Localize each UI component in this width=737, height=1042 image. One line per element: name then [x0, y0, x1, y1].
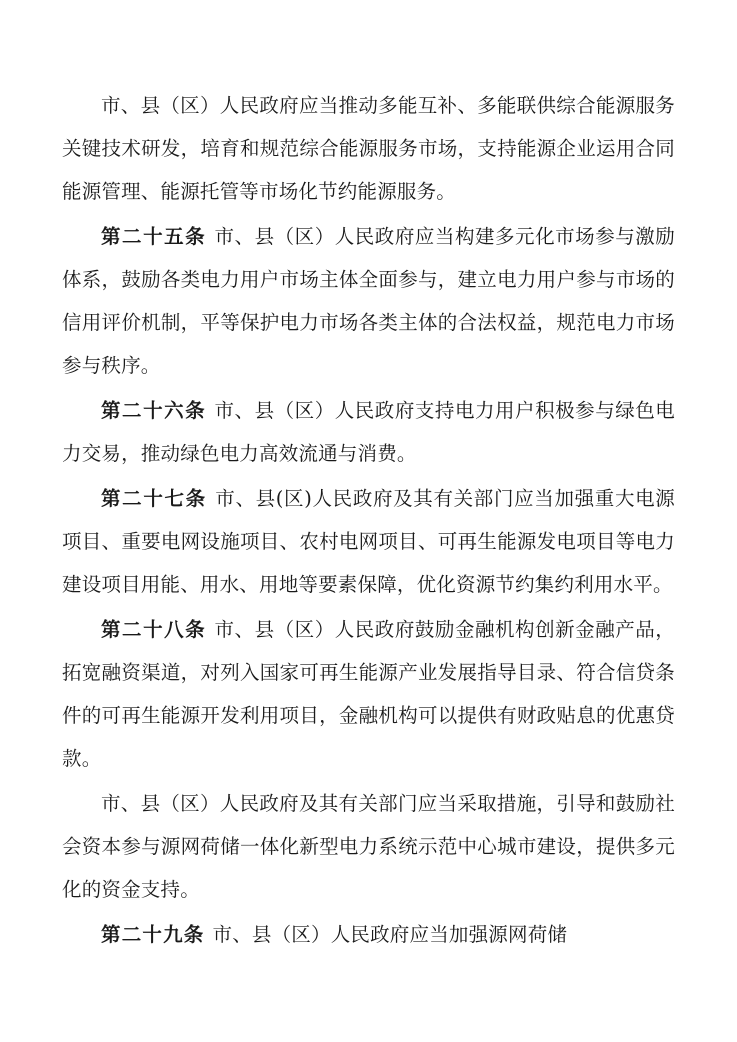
- article-label: 第二十八条: [101, 618, 215, 641]
- article-label: 第二十九条: [101, 923, 213, 946]
- paragraph-article-25: [62, 215, 675, 387]
- paragraph-text: 市、县（区）人民政府鼓励金融机构创新金融产品，拓宽融资渠道，对列入国家可再生能源产业发展指导目录、符合信贷条件的可再生能源开发利用项目，金融机构可以提供有财政贴息的优惠贷款。: [62, 618, 675, 770]
- paragraph-article-29: [62, 913, 675, 956]
- paragraph-text: 市、县（区）人民政府及其有关部门应当采取措施，引导和鼓励社会资本参与源网荷储一体化新型电力系统示范中心城市建设，提供多元化的资金支持。: [62, 792, 675, 901]
- paragraph-text: 市、县（区）人民政府应当推动多能互补、多能联供综合能源服务关键技术研发，培育和规范综合能源服务市场，支持能源企业运用合同能源管理、能源托管等市场化节约能源服务。: [62, 94, 675, 203]
- paragraph-text: 市、县(区)人民政府及其有关部门应当加强重大电源项目、重要电网设施项目、农村电网项目、可再生能源发电项目等电力建设项目用能、用水、用地等要素保障，优化资源节约集约利用水平。: [62, 487, 675, 596]
- paragraph-article-26: [62, 389, 675, 475]
- paragraph-text: 市、县（区）人民政府应当加强源网荷储: [212, 923, 568, 946]
- paragraph-social-capital: [62, 782, 675, 911]
- paragraph-text: 市、县（区）人民政府支持电力用户积极参与绿色电力交易，推动绿色电力高效流通与消费。: [62, 399, 675, 465]
- paragraph-article-28: [62, 608, 675, 780]
- paragraph-multi-energy: [62, 84, 675, 213]
- article-label: 第二十七条: [101, 487, 216, 510]
- article-label: 第二十五条: [101, 225, 215, 248]
- document-body: [62, 84, 675, 956]
- paragraph-article-27: [62, 477, 675, 606]
- article-label: 第二十六条: [101, 399, 215, 422]
- paragraph-text: 市、县（区）人民政府应当构建多元化市场参与激励体系，鼓励各类电力用户市场主体全面参与，建立电力用户参与市场的信用评价机制，平等保护电力市场各类主体的合法权益，规范电力市场参与秩序。: [62, 225, 675, 377]
